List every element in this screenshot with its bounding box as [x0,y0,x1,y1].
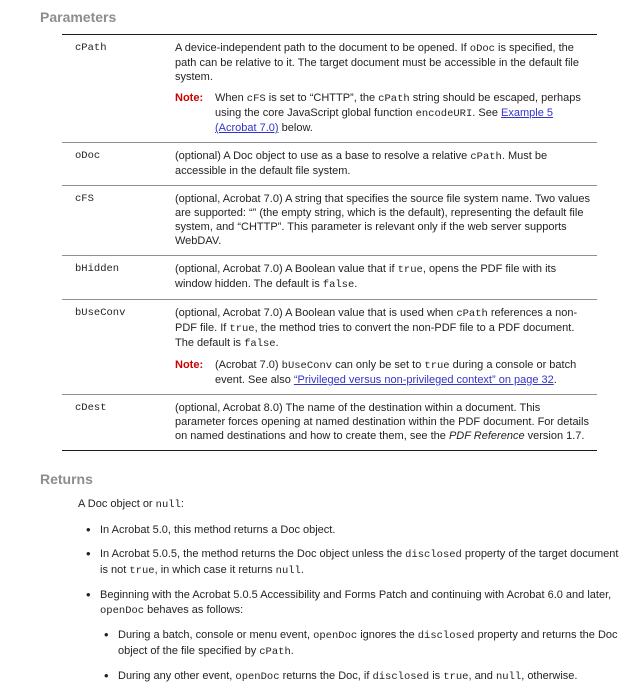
returns-intro: A Doc object or null: [78,498,184,511]
returns-bullet: • In Acrobat 5.0, this method returns a Doc object. [78,523,626,538]
parameter-row [62,395,597,451]
note-text: When cFS is set to “CHTTP”, the cPath string should be escaped, perhaps using the core JavaScript global function encodeURI. See Example 5 (Acrobat 7.0) below. [215,92,581,134]
parameter-description [175,300,597,395]
returns-bullet: • In Acrobat 5.0.5, the method returns the Doc object unless the disclosed property of the target document is not true, in which case it returns null. [78,547,626,579]
parameter-row [62,35,597,143]
note-block [175,358,593,387]
parameter-row [62,300,597,395]
note-label: Note: [175,359,204,371]
note-label: Note: [175,92,204,104]
doc-link[interactable]: “Privileged versus non-privileged context” on page 32 [293,374,554,386]
returns-heading: Returns [40,471,93,487]
parameter-description-text: (optional, Acrobat 7.0) A Boolean value that if true, opens the PDF file with its window hidden. The default is false. [175,263,557,291]
code-text: openDoc [313,630,358,642]
code-text: null [275,565,301,577]
code-text: cPath [456,308,488,320]
code-text: cPath [259,646,291,658]
code-text: openDoc [100,605,145,617]
parameter-name: cDest [75,402,107,414]
code-text: true [443,671,469,683]
parameter-name: oDoc [75,150,101,162]
code-text: disclosed [372,671,430,683]
parameter-row [62,143,597,186]
parameter-description-text: A device-independent path to the document to be opened. If oDoc is specified, the path can be relative to it. The target document must be accessible in the default file system. [175,42,579,83]
code-text: false [244,338,276,350]
code-text: cPath [470,151,502,163]
parameter-description-text: (optional) A Doc object to use as a base to resolve a relative cPath. Must be accessible in the default file system. [175,150,548,177]
parameter-row [62,186,597,256]
parameter-description-text: (optional, Acrobat 8.0) The name of the destination within a document. This parameter forces opening at named destination within the PDF document. For details on named destinations and how to create them, see the PDF Reference version 1.7. [175,402,589,442]
parameters-heading: Parameters [40,9,117,25]
note-text: (Acrobat 7.0) bUseConv can only be set to true during a console or batch event. See also “Privileged versus non-privileged context” on page 32. [215,359,577,386]
parameter-name: bHidden [75,263,120,275]
code-text: true [129,565,155,577]
parameter-name: cFS [75,193,94,205]
code-text: true [397,264,423,276]
code-text: oDoc [469,43,495,55]
code-text: disclosed [405,549,462,561]
parameters-table-body [62,35,597,451]
parameter-description-text: (optional, Acrobat 7.0) A Boolean value that is used when cPath references a non-PDF file. If true, the method tries to convert the non-PDF file to a PDF document. The default is false. [175,307,578,350]
parameter-name: cPath [75,42,107,54]
parameter-row [62,256,597,300]
returns-bullet: • Beginning with the Acrobat 5.0.5 Accessibility and Forms Patch and continuing with Acrobat 6.0 and later, openDoc behaves as follows: • During a batch, console or menu event, openDoc ignores the disclosed property and returns the Doc object of the file specified by cPath. • During any other event, openDoc returns the Doc, if disclosed is true, and null, otherwise. [78,588,626,685]
parameter-name: bUseConv [75,307,126,319]
code-text: null [495,671,522,683]
returns-sub-bullet: • During any other event, openDoc returns the Doc, if disclosed is true, and null, otherwise. [100,669,626,685]
parameter-description-text: (optional, Acrobat 7.0) A string that specifies the source file system name. Two values are supported: “” (the empty string, which is the default), representing the default file system, and “CHTTP”. This parameter is relevant only if the web server supports WebDAV. [175,193,590,247]
code-text: cPath [378,93,410,105]
parameter-description [175,186,597,256]
italic-text: PDF Reference [448,430,525,442]
code-text: null [155,499,181,511]
returns-bullet-list [78,523,626,685]
parameter-description [175,256,597,300]
code-text: cFS [246,93,266,105]
parameter-description [175,35,597,143]
code-text: false [322,279,355,291]
doc-link[interactable]: Example 5 (Acrobat 7.0) [215,107,554,134]
code-text: true [424,360,450,372]
code-text: openDoc [235,671,280,683]
code-text: true [229,323,255,335]
returns-sub-bullet: • During a batch, console or menu event, openDoc ignores the disclosed property and returns the Doc object of the file specified by cPath. [100,628,626,660]
parameters-table [62,34,597,451]
parameter-description [175,395,597,451]
code-text: disclosed [417,630,475,642]
parameter-description [175,143,597,186]
code-text: bUseConv [281,360,333,372]
note-block [175,91,593,135]
code-text: encodeURI [415,108,473,120]
